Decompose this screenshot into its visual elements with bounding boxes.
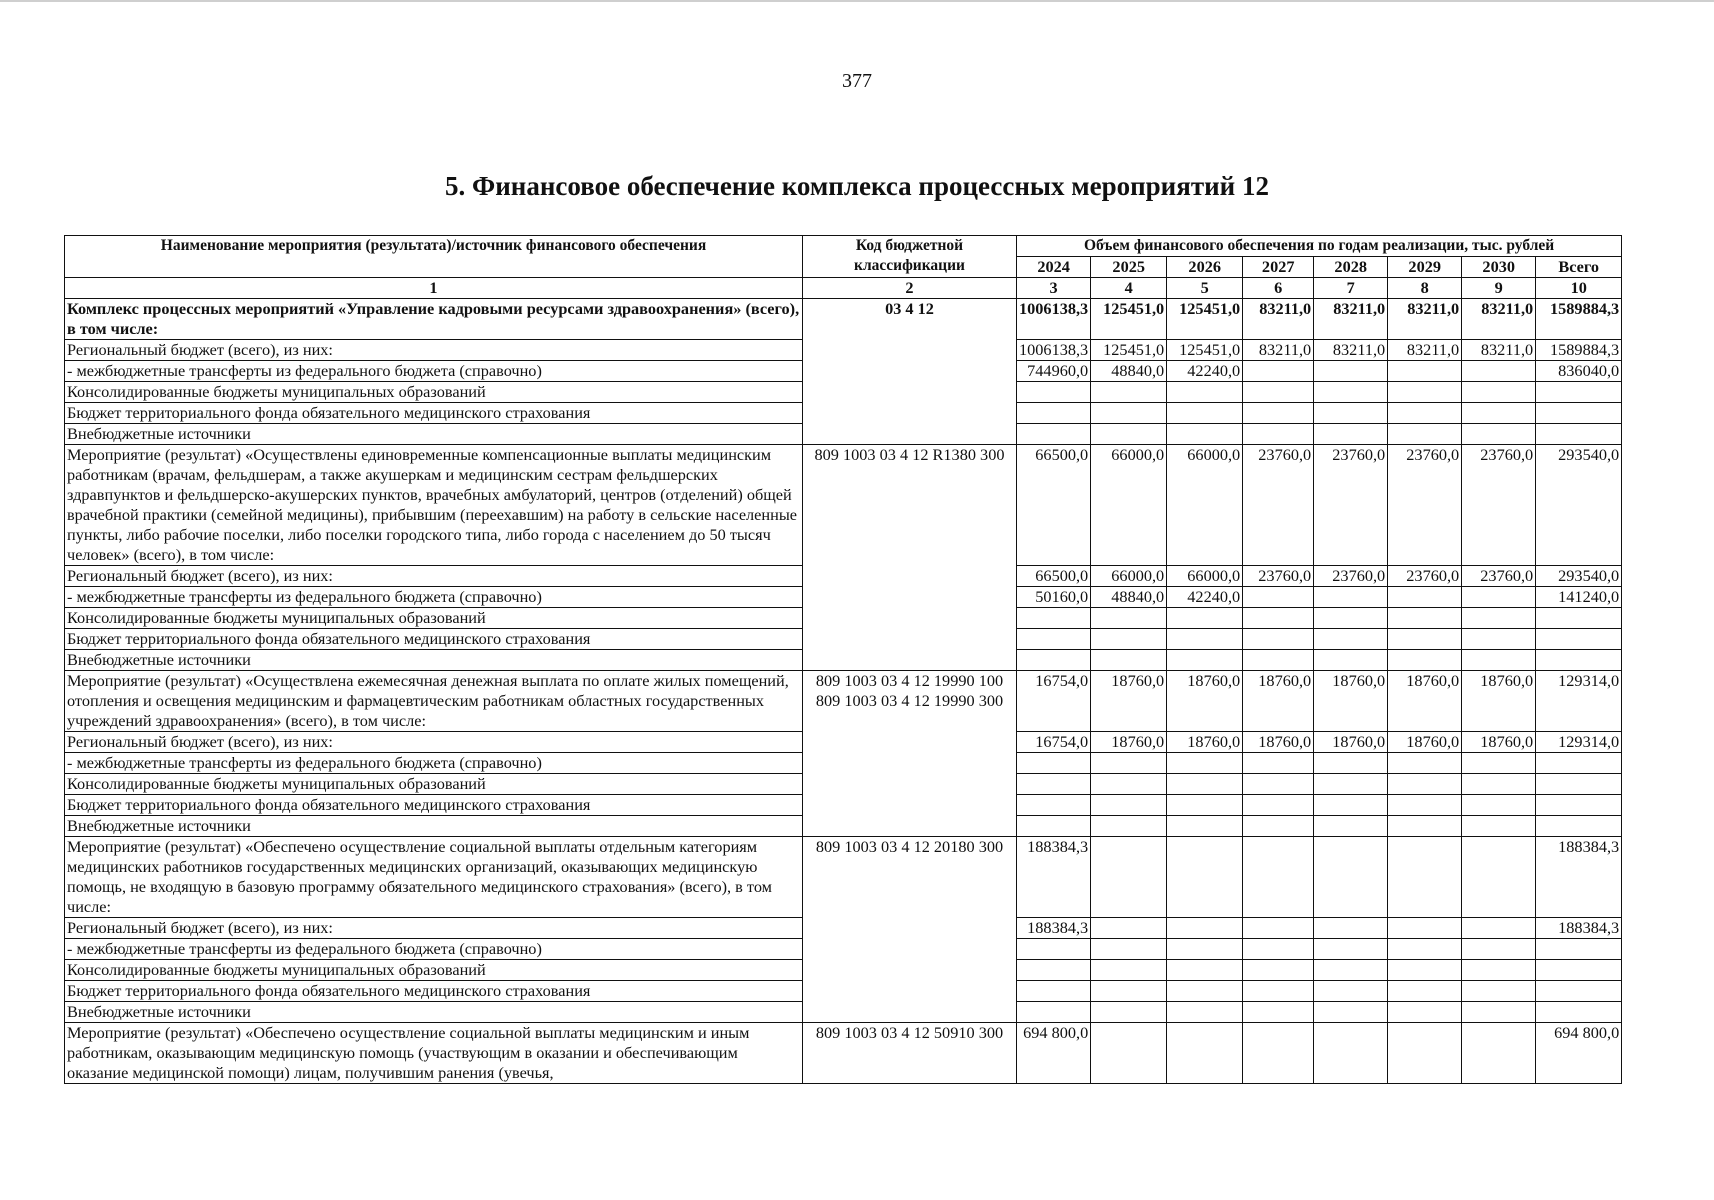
row-name: Бюджет территориального фонда обязательного медицинского страхования [65, 629, 803, 650]
year-value-cell [1091, 939, 1167, 960]
year-value-cell: 83211,0 [1243, 340, 1314, 361]
year-value-cell: 18760,0 [1388, 671, 1462, 732]
year-value-cell [1167, 629, 1243, 650]
year-value-cell [1314, 981, 1388, 1002]
year-value-cell [1388, 939, 1462, 960]
year-value-cell: 18760,0 [1314, 732, 1388, 753]
total-cell: 1589884,3 [1536, 299, 1622, 340]
row-name: Консолидированные бюджеты муниципальных образований [65, 382, 803, 403]
year-value-cell [1017, 403, 1091, 424]
year-value-cell [1243, 382, 1314, 403]
year-value-cell [1017, 1002, 1091, 1023]
year-value-cell: 18760,0 [1314, 671, 1388, 732]
year-value-cell: 23760,0 [1243, 445, 1314, 566]
year-value-cell [1167, 608, 1243, 629]
year-value-cell: 66000,0 [1091, 566, 1167, 587]
year-value-cell [1462, 629, 1536, 650]
year-value-cell [1243, 361, 1314, 382]
year-value-cell [1243, 1002, 1314, 1023]
year-value-cell [1243, 753, 1314, 774]
header-year: 2029 [1388, 257, 1462, 278]
year-value-cell [1388, 608, 1462, 629]
year-value-cell: 125451,0 [1091, 340, 1167, 361]
year-value-cell [1167, 837, 1243, 918]
total-cell: 293540,0 [1536, 445, 1622, 566]
budget-code-line: 809 1003 03 4 12 R1380 300 [814, 445, 1005, 464]
year-value-cell [1243, 629, 1314, 650]
year-value-cell [1167, 1023, 1243, 1084]
year-value-cell [1243, 403, 1314, 424]
year-value-cell: 66000,0 [1091, 445, 1167, 566]
total-cell [1536, 795, 1622, 816]
year-value-cell: 188384,3 [1017, 837, 1091, 918]
year-value-cell [1243, 587, 1314, 608]
year-value-cell [1243, 918, 1314, 939]
year-value-cell: 1006138,3 [1017, 340, 1091, 361]
row-name: Консолидированные бюджеты муниципальных образований [65, 960, 803, 981]
total-cell: 694 800,0 [1536, 1023, 1622, 1084]
budget-code [803, 445, 1017, 671]
year-value-cell [1462, 1002, 1536, 1023]
budget-code-line: 809 1003 03 4 12 50910 300 [815, 1023, 1004, 1042]
year-value-cell: 66500,0 [1017, 566, 1091, 587]
year-value-cell: 23760,0 [1388, 445, 1462, 566]
year-value-cell [1388, 918, 1462, 939]
year-value-cell [1462, 424, 1536, 445]
header-code: Код бюджетной классификации [803, 236, 1017, 278]
year-value-cell [1017, 774, 1091, 795]
year-value-cell [1314, 587, 1388, 608]
year-value-cell: 23760,0 [1462, 445, 1536, 566]
page-number: 377 [842, 70, 872, 92]
year-value-cell [1091, 753, 1167, 774]
budget-code-line: 809 1003 03 4 12 20180 300 [815, 837, 1004, 856]
total-cell [1536, 774, 1622, 795]
header-year: 2026 [1167, 257, 1243, 278]
year-value-cell: 23760,0 [1314, 566, 1388, 587]
total-cell [1536, 608, 1622, 629]
year-value-cell [1388, 629, 1462, 650]
year-value-cell [1017, 939, 1091, 960]
year-value-cell [1314, 403, 1388, 424]
year-value-cell: 83211,0 [1388, 299, 1462, 340]
year-value-cell: 83211,0 [1243, 299, 1314, 340]
year-value-cell [1243, 795, 1314, 816]
year-value-cell: 23760,0 [1243, 566, 1314, 587]
total-cell [1536, 424, 1622, 445]
year-value-cell [1091, 1002, 1167, 1023]
year-value-cell [1462, 837, 1536, 918]
year-value-cell [1314, 1002, 1388, 1023]
total-cell: 293540,0 [1536, 566, 1622, 587]
year-value-cell: 66000,0 [1167, 566, 1243, 587]
row-name: Региональный бюджет (всего), из них: [65, 918, 803, 939]
row-name: Внебюджетные источники [65, 1002, 803, 1023]
year-value-cell [1017, 424, 1091, 445]
header-year: 2027 [1243, 257, 1314, 278]
column-number: 6 [1243, 278, 1314, 299]
year-value-cell: 744960,0 [1017, 361, 1091, 382]
row-name: Внебюджетные источники [65, 424, 803, 445]
total-cell: 188384,3 [1536, 837, 1622, 918]
year-value-cell [1462, 981, 1536, 1002]
year-value-cell [1314, 816, 1388, 837]
year-value-cell [1388, 981, 1462, 1002]
year-value-cell [1388, 837, 1462, 918]
year-value-cell [1462, 587, 1536, 608]
total-cell [1536, 753, 1622, 774]
year-value-cell [1017, 650, 1091, 671]
year-value-cell: 125451,0 [1167, 340, 1243, 361]
total-cell [1536, 939, 1622, 960]
year-value-cell [1314, 960, 1388, 981]
year-value-cell [1314, 1023, 1388, 1084]
year-value-cell [1167, 939, 1243, 960]
year-value-cell: 83211,0 [1462, 340, 1536, 361]
year-value-cell [1091, 981, 1167, 1002]
year-value-cell [1314, 650, 1388, 671]
year-value-cell [1167, 424, 1243, 445]
year-value-cell [1167, 918, 1243, 939]
row-name: Консолидированные бюджеты муниципальных образований [65, 608, 803, 629]
year-value-cell [1017, 816, 1091, 837]
year-value-cell [1243, 939, 1314, 960]
year-value-cell [1388, 650, 1462, 671]
year-value-cell [1314, 795, 1388, 816]
row-name: Внебюджетные источники [65, 650, 803, 671]
year-value-cell [1314, 608, 1388, 629]
year-value-cell: 18760,0 [1388, 732, 1462, 753]
total-cell [1536, 403, 1622, 424]
row-name: Бюджет территориального фонда обязательного медицинского страхования [65, 403, 803, 424]
total-cell: 836040,0 [1536, 361, 1622, 382]
year-value-cell: 48840,0 [1091, 361, 1167, 382]
year-value-cell [1243, 960, 1314, 981]
column-number: 8 [1388, 278, 1462, 299]
row-name: - межбюджетные трансферты из федерального бюджета (справочно) [65, 939, 803, 960]
column-number: 1 [65, 278, 803, 299]
row-name: Мероприятие (результат) «Обеспечено осуществление социальной выплаты медицинским и иным работникам, оказывающим медицинскую помощь (участвующим в оказании и обеспечивающим оказание медицинской помощи) лицам, получившим ранения (увечья, [65, 1023, 803, 1084]
year-value-cell: 66000,0 [1167, 445, 1243, 566]
total-cell: 141240,0 [1536, 587, 1622, 608]
year-value-cell [1017, 795, 1091, 816]
year-value-cell [1388, 960, 1462, 981]
year-value-cell [1091, 650, 1167, 671]
year-value-cell [1388, 774, 1462, 795]
year-value-cell [1091, 1023, 1167, 1084]
header-year: 2024 [1017, 257, 1091, 278]
column-number: 3 [1017, 278, 1091, 299]
year-value-cell: 18760,0 [1243, 671, 1314, 732]
table-row-activity [65, 837, 1622, 918]
year-value-cell [1091, 382, 1167, 403]
header-year: 2028 [1314, 257, 1388, 278]
year-value-cell [1314, 753, 1388, 774]
year-value-cell [1167, 650, 1243, 671]
year-value-cell: 16754,0 [1017, 671, 1091, 732]
year-value-cell: 16754,0 [1017, 732, 1091, 753]
year-value-cell [1462, 753, 1536, 774]
year-value-cell: 18760,0 [1091, 732, 1167, 753]
year-value-cell [1388, 424, 1462, 445]
year-value-cell [1243, 981, 1314, 1002]
header-year: 2030 [1462, 257, 1536, 278]
total-cell: 188384,3 [1536, 918, 1622, 939]
year-value-cell [1167, 403, 1243, 424]
year-value-cell [1462, 382, 1536, 403]
row-name: - межбюджетные трансферты из федерального бюджета (справочно) [65, 753, 803, 774]
year-value-cell [1243, 608, 1314, 629]
year-value-cell: 125451,0 [1091, 299, 1167, 340]
row-name: Бюджет территориального фонда обязательного медицинского страхования [65, 795, 803, 816]
year-value-cell: 83211,0 [1314, 299, 1388, 340]
total-cell [1536, 650, 1622, 671]
year-value-cell: 18760,0 [1167, 671, 1243, 732]
table-row-activity [65, 299, 1622, 340]
year-value-cell [1091, 960, 1167, 981]
year-value-cell [1091, 629, 1167, 650]
year-value-cell: 48840,0 [1091, 587, 1167, 608]
year-value-cell [1017, 960, 1091, 981]
year-value-cell [1243, 424, 1314, 445]
year-value-cell [1388, 753, 1462, 774]
column-number: 9 [1462, 278, 1536, 299]
page-title: 5. Финансовое обеспечение комплекса процессных мероприятий 12 [445, 171, 1269, 201]
year-value-cell: 18760,0 [1243, 732, 1314, 753]
row-name: Внебюджетные источники [65, 816, 803, 837]
year-value-cell: 83211,0 [1314, 340, 1388, 361]
year-value-cell: 18760,0 [1091, 671, 1167, 732]
table-row-activity [65, 1023, 1622, 1084]
budget-code [803, 299, 1017, 445]
year-value-cell [1017, 753, 1091, 774]
row-name: Мероприятие (результат) «Осуществлена ежемесячная денежная выплата по оплате жилых помещений, отопления и освещения медицинским и фармацевтическим работникам областных государственных учреждений здравоохранения» (всего), в том числе: [65, 671, 803, 732]
year-value-cell [1091, 424, 1167, 445]
row-name: - межбюджетные трансферты из федерального бюджета (справочно) [65, 587, 803, 608]
year-value-cell: 694 800,0 [1017, 1023, 1091, 1084]
year-value-cell [1167, 382, 1243, 403]
year-value-cell [1314, 629, 1388, 650]
year-value-cell: 125451,0 [1167, 299, 1243, 340]
year-value-cell: 1006138,3 [1017, 299, 1091, 340]
year-value-cell [1314, 939, 1388, 960]
year-value-cell [1017, 629, 1091, 650]
year-value-cell: 83211,0 [1388, 340, 1462, 361]
year-value-cell [1314, 424, 1388, 445]
budget-code-line: 809 1003 03 4 12 19990 100 [815, 671, 1004, 690]
row-name: Комплекс процессных мероприятий «Управление кадровыми ресурсами здравоохранения» (всего), в том числе: [65, 299, 803, 340]
financing-table [64, 235, 1622, 1084]
year-value-cell [1017, 608, 1091, 629]
year-value-cell [1462, 795, 1536, 816]
year-value-cell [1167, 753, 1243, 774]
year-value-cell [1243, 816, 1314, 837]
row-name: - межбюджетные трансферты из федерального бюджета (справочно) [65, 361, 803, 382]
total-cell [1536, 816, 1622, 837]
row-name: Консолидированные бюджеты муниципальных образований [65, 774, 803, 795]
year-value-cell: 42240,0 [1167, 587, 1243, 608]
year-value-cell: 23760,0 [1388, 566, 1462, 587]
column-number: 2 [803, 278, 1017, 299]
year-value-cell [1388, 1002, 1462, 1023]
row-name: Региональный бюджет (всего), из них: [65, 340, 803, 361]
year-value-cell [1388, 361, 1462, 382]
year-value-cell: 23760,0 [1462, 566, 1536, 587]
year-value-cell: 66500,0 [1017, 445, 1091, 566]
year-value-cell: 50160,0 [1017, 587, 1091, 608]
year-value-cell [1091, 918, 1167, 939]
year-value-cell [1167, 981, 1243, 1002]
total-cell [1536, 382, 1622, 403]
total-cell [1536, 629, 1622, 650]
year-value-cell [1243, 1023, 1314, 1084]
year-value-cell [1462, 361, 1536, 382]
year-value-cell [1243, 650, 1314, 671]
year-value-cell [1462, 650, 1536, 671]
year-value-cell [1388, 587, 1462, 608]
year-value-cell [1243, 837, 1314, 918]
total-cell: 1589884,3 [1536, 340, 1622, 361]
year-value-cell [1388, 795, 1462, 816]
year-value-cell: 188384,3 [1017, 918, 1091, 939]
year-value-cell [1462, 608, 1536, 629]
column-number: 4 [1091, 278, 1167, 299]
budget-code [803, 671, 1017, 837]
row-name: Региональный бюджет (всего), из них: [65, 732, 803, 753]
year-value-cell [1167, 774, 1243, 795]
scan-top-edge [0, 0, 1714, 2]
year-value-cell [1462, 774, 1536, 795]
year-value-cell [1017, 981, 1091, 1002]
budget-code-line: 03 4 12 [885, 299, 934, 318]
year-value-cell [1462, 918, 1536, 939]
row-name: Мероприятие (результат) «Обеспечено осуществление социальной выплаты отдельным категориям медицинских работников государственных медицинских организаций, оказывающих медицинскую помощь, не входящую в базовую программу обязательного медицинского страхования» (всего), в том числе: [65, 837, 803, 918]
header-total: Всего [1536, 257, 1622, 278]
column-number: 10 [1536, 278, 1622, 299]
year-value-cell [1314, 837, 1388, 918]
year-value-cell [1314, 774, 1388, 795]
column-number: 5 [1167, 278, 1243, 299]
column-number: 7 [1314, 278, 1388, 299]
budget-code [803, 837, 1017, 1023]
year-value-cell [1388, 816, 1462, 837]
year-value-cell [1167, 816, 1243, 837]
budget-code [803, 1023, 1017, 1084]
budget-code-line: 809 1003 03 4 12 19990 300 [815, 691, 1004, 710]
year-value-cell [1462, 816, 1536, 837]
year-value-cell [1388, 403, 1462, 424]
year-value-cell [1462, 403, 1536, 424]
year-value-cell [1091, 837, 1167, 918]
total-cell [1536, 981, 1622, 1002]
year-value-cell [1167, 960, 1243, 981]
year-value-cell [1462, 939, 1536, 960]
table-row-activity [65, 445, 1622, 566]
header-volume: Объем финансового обеспечения по годам реализации, тыс. рублей [1017, 236, 1622, 257]
year-value-cell [1314, 382, 1388, 403]
total-cell [1536, 1002, 1622, 1023]
header-year: 2025 [1091, 257, 1167, 278]
total-cell [1536, 960, 1622, 981]
year-value-cell [1091, 795, 1167, 816]
total-cell: 129314,0 [1536, 732, 1622, 753]
year-value-cell [1167, 1002, 1243, 1023]
year-value-cell: 23760,0 [1314, 445, 1388, 566]
year-value-cell [1388, 382, 1462, 403]
year-value-cell [1167, 795, 1243, 816]
year-value-cell [1314, 918, 1388, 939]
year-value-cell [1091, 608, 1167, 629]
year-value-cell [1462, 1023, 1536, 1084]
year-value-cell [1091, 403, 1167, 424]
header-name: Наименование мероприятия (результата)/источник финансового обеспечения [65, 236, 803, 278]
year-value-cell: 83211,0 [1462, 299, 1536, 340]
year-value-cell [1017, 382, 1091, 403]
year-value-cell: 18760,0 [1462, 732, 1536, 753]
year-value-cell [1314, 361, 1388, 382]
row-name: Региональный бюджет (всего), из них: [65, 566, 803, 587]
year-value-cell: 42240,0 [1167, 361, 1243, 382]
year-value-cell [1462, 960, 1536, 981]
table-row-activity [65, 671, 1622, 732]
row-name: Бюджет территориального фонда обязательного медицинского страхования [65, 981, 803, 1002]
row-name: Мероприятие (результат) «Осуществлены единовременные компенсационные выплаты медицинским работникам (врачам, фельдшерам, а также акушеркам и медицинским сестрам фельдшерских здравпунктов и фельдшерско-акушерских пунктов, врачебных амбулаторий, центров (отделений) общей врачебной практики (семейной медицины), прибывшим (переехавшим) на работу в сельские населенные пункты, либо рабочие поселки, либо поселки городского типа, либо города с населением до 50 тысяч человек» (всего), в том числе: [65, 445, 803, 566]
year-value-cell [1388, 1023, 1462, 1084]
total-cell: 129314,0 [1536, 671, 1622, 732]
year-value-cell: 18760,0 [1167, 732, 1243, 753]
table-body [65, 299, 1622, 1084]
year-value-cell [1243, 774, 1314, 795]
year-value-cell [1091, 774, 1167, 795]
year-value-cell: 18760,0 [1462, 671, 1536, 732]
year-value-cell [1091, 816, 1167, 837]
